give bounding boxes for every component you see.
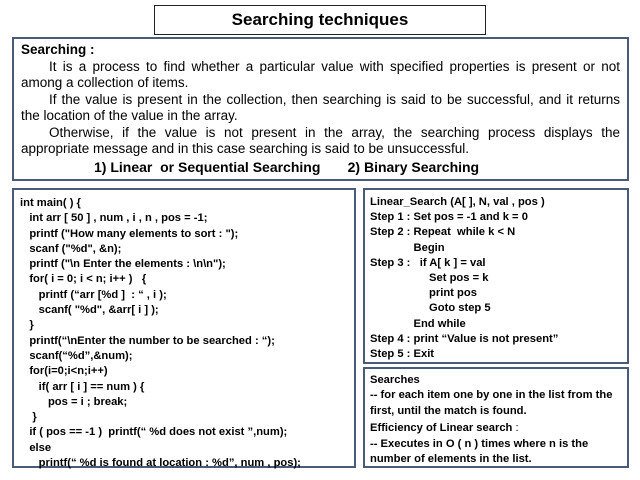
algorithm-line: Begin <box>370 241 445 254</box>
algorithm-line: Step 5 : Exit <box>370 348 435 361</box>
code-line: for(i=0;i<n;i++) <box>20 365 108 378</box>
algorithm-line: print pos <box>370 287 477 300</box>
code-line: int main( ) { <box>20 197 81 209</box>
algorithm-panel <box>363 188 629 364</box>
intro-heading: Searching : <box>21 42 95 57</box>
code-line: printf(“\nEnter the number to be searched : “); <box>20 334 275 347</box>
efficiency-heading <box>370 421 622 436</box>
notes-panel <box>363 367 629 468</box>
algorithm-line: Set pos = k <box>370 272 489 285</box>
code-line: scanf(“%d”,&num); <box>20 349 133 362</box>
code-line: printf ("How many elements to sort : "); <box>20 227 239 240</box>
efficiency-description: -- Executes in O ( n ) times where n is the number of elements in the list. <box>370 437 589 466</box>
search-types: 1) Linear or Sequential Searching 2) Binary Searching <box>94 158 480 175</box>
code-line: scanf ("%d", &n); <box>20 242 122 255</box>
code-line: for( i = 0; i < n; i++ ) { <box>20 273 147 286</box>
code-line: } <box>20 319 34 332</box>
intro-paragraph-2: If the value is present in the collection, then searching is said to be successful, and it returns the location of the value in the array. <box>21 91 620 123</box>
algorithm-line: End while <box>370 317 466 330</box>
title-box <box>154 5 486 35</box>
code-line: if ( pos == -1 ) printf(“ %d does not exist ”,num); <box>20 426 288 439</box>
code-line: printf ("\n Enter the elements : \n\n"); <box>20 258 226 271</box>
algorithm-line: Step 1 : Set pos = -1 and k = 0 <box>370 211 528 224</box>
code-line: scanf( "%d", &arr[ i ] ); <box>20 304 159 317</box>
intro-paragraph-1: It is a process to find whether a particular value with specified properties is present or not among a collection of items. <box>21 58 620 90</box>
code-panel <box>12 188 356 468</box>
intro-paragraph-3: Otherwise, if the value is not present in the array, the searching process displays the appropriate message and in this case searching is said to be unsuccessful. <box>21 124 620 156</box>
notes-heading: Searches <box>370 374 420 386</box>
intro-panel <box>12 37 629 181</box>
efficiency-label: Efficiency of Linear search <box>370 422 513 435</box>
algorithm-line: Linear_Search (A[ ], N, val , pos ) <box>370 196 545 208</box>
algorithm-line: Step 4 : print “Value is not present” <box>370 332 559 345</box>
code-line: if( arr [ i ] == num ) { <box>20 380 145 393</box>
code-line: } <box>20 411 37 424</box>
algorithm-line: Step 2 : Repeat while k < N <box>370 226 516 239</box>
code-line: pos = i ; break; <box>20 395 128 408</box>
efficiency-colon: : <box>512 422 519 435</box>
code-line: printf (“arr [%d ] : “ , i ); <box>20 288 167 301</box>
code-line: else <box>20 441 52 454</box>
algorithm-line: Step 3 : if A[ k ] = val <box>370 256 486 269</box>
code-line: int arr [ 50 ] , num , i , n , pos = -1; <box>20 212 208 225</box>
algorithm-line: Goto step 5 <box>370 302 491 315</box>
code-line: printf(“ %d is found at location : %d”, num , pos); <box>20 457 301 470</box>
page-title: Searching techniques <box>231 10 409 29</box>
notes-description: -- for each item one by one in the list from the first, until the match is found. <box>370 389 613 417</box>
